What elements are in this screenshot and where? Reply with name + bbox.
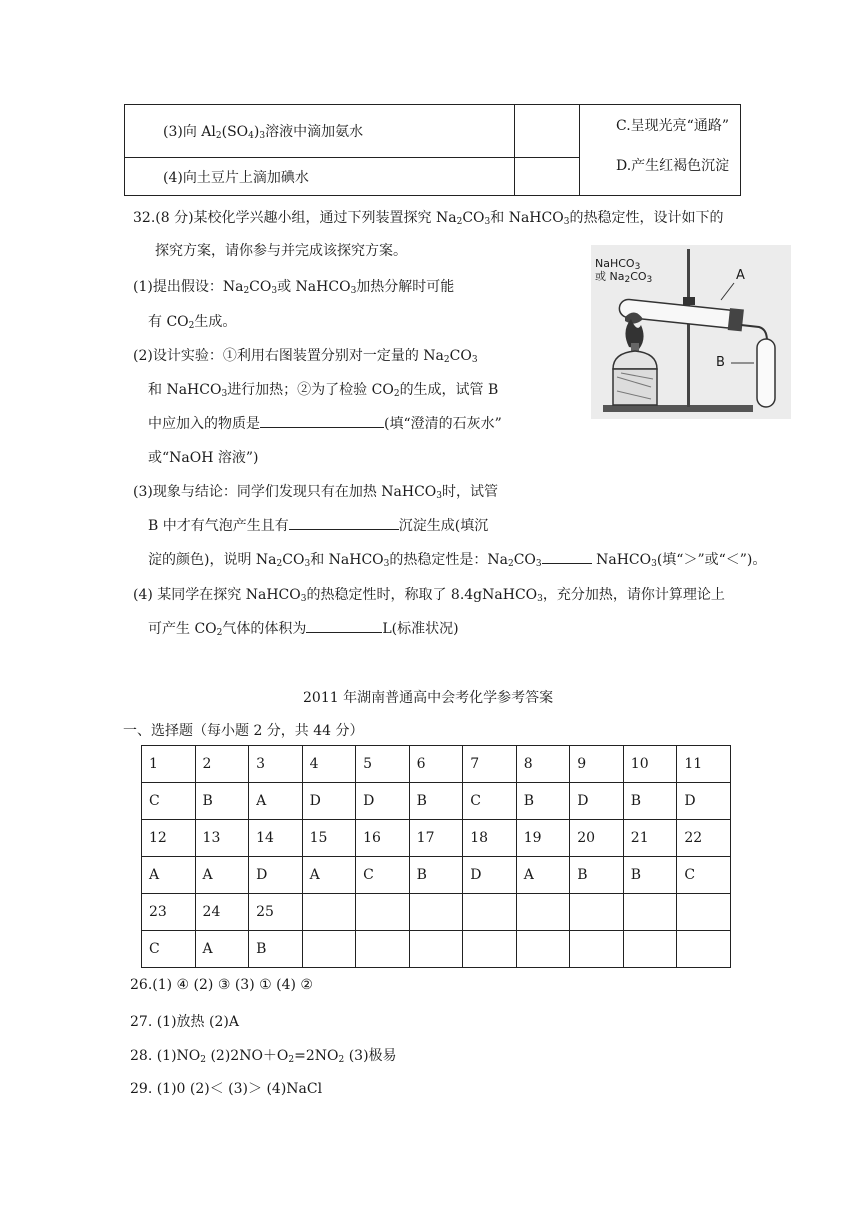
- answer-table-cell: C: [463, 783, 517, 820]
- answer-table-cell: [409, 894, 463, 931]
- answer-table-cell: D: [570, 783, 624, 820]
- answer-table-cell: [623, 931, 677, 968]
- answer-table-cell: D: [677, 783, 731, 820]
- label-a-line: [721, 283, 734, 300]
- answer-table-cell: [463, 931, 517, 968]
- answer-table-cell: 7: [463, 746, 517, 783]
- answer-table-cell: 18: [463, 820, 517, 857]
- label-b: B: [716, 355, 725, 370]
- answer-table-cell: 24: [195, 894, 249, 931]
- answer-table-cell: A: [142, 857, 196, 894]
- answer-table-cell: [516, 894, 570, 931]
- answer-blank-b[interactable]: [260, 416, 384, 428]
- answer-table-cell: B: [516, 783, 570, 820]
- answer-table-cell: B: [570, 857, 624, 894]
- q32-part3-line2: B 中才有气泡产生且有 沉淀生成(填沉: [148, 518, 489, 534]
- answer-table-cell: 23: [142, 894, 196, 931]
- answer-table-cell: [302, 931, 356, 968]
- answer-table-cell: 12: [142, 820, 196, 857]
- q32-part1-line1: (1)提出假设：$Na_2CO_3$或 NaHCO$_3$加热分解时可能: [133, 279, 455, 296]
- answer-table-cell: 4: [302, 746, 356, 783]
- answer-27: 27. (1)放热 (2)A: [130, 1014, 239, 1030]
- answer-table-cell: 3: [249, 746, 303, 783]
- answer-blank-volume[interactable]: [306, 621, 382, 633]
- option-d: D.产生红褐色沉淀: [616, 158, 730, 174]
- answer-table-cell: 10: [623, 746, 677, 783]
- answer-table-cell: B: [409, 783, 463, 820]
- row-3-answer-cell: [515, 105, 580, 158]
- q32-part2-line2: 和 NaHCO$_3$进行加热；②为了检验 $CO_2$的生成，试管 B: [148, 382, 499, 399]
- answer-table-cell: [356, 931, 410, 968]
- label-a: A: [736, 268, 745, 283]
- q32-part1-line2: 有 $CO_2$生成。: [148, 314, 237, 331]
- answer-table-cell: 5: [356, 746, 410, 783]
- answer-table-cell: C: [356, 857, 410, 894]
- label-nahco3: NaHCO$_3$ 或 $Na_2CO_3$: [595, 257, 653, 285]
- answer-table-cell: A: [516, 857, 570, 894]
- answer-table: [141, 745, 731, 968]
- row-4-answer-cell: [515, 158, 580, 196]
- answer-table-cell: C: [142, 931, 196, 968]
- answers-title: 2011 年湖南普通高中会考化学参考答案: [303, 690, 554, 706]
- answer-26: 26.(1) ④ (2) ③ (3) ① (4) ②: [130, 977, 313, 993]
- answer-29: 29. (1)0 (2)＜ (3)＞ (4)NaCl: [130, 1081, 323, 1097]
- answer-table-cell: 13: [195, 820, 249, 857]
- answer-table-row: [142, 894, 731, 931]
- answer-table-cell: [677, 894, 731, 931]
- q32-part2-line4: 或“NaOH 溶液”): [148, 450, 259, 466]
- answer-table-cell: 6: [409, 746, 463, 783]
- answer-table-cell: 11: [677, 746, 731, 783]
- answer-blank-precipitate[interactable]: [289, 518, 399, 530]
- options-cell: [580, 105, 741, 196]
- q32-line2: 探究方案，请你参与并完成该探究方案。: [155, 243, 407, 259]
- answer-table-cell: C: [677, 857, 731, 894]
- test-tube-b: [757, 339, 775, 407]
- answer-table-cell: 25: [249, 894, 303, 931]
- answer-table-cell: [356, 894, 410, 931]
- answer-table-cell: 2: [195, 746, 249, 783]
- answer-table-cell: 17: [409, 820, 463, 857]
- answer-table-cell: 19: [516, 820, 570, 857]
- q32-part2-line1: (2)设计实验：①利用右图装置分别对一定量的 $Na_2CO_3$: [133, 348, 478, 365]
- q32-line1: 32.(8 分)某校化学兴趣小组，通过下列装置探究 $Na_2CO_3$和 NaHCO$_3$的热稳定性，设计如下的: [133, 210, 724, 227]
- answer-table-cell: A: [195, 931, 249, 968]
- answer-table-row: [142, 931, 731, 968]
- answer-table-row: [142, 857, 731, 894]
- answer-table-cell: D: [463, 857, 517, 894]
- answer-table-cell: [463, 894, 517, 931]
- answer-table-cell: D: [249, 857, 303, 894]
- answer-table-cell: A: [249, 783, 303, 820]
- q32-part3-line3: 淀的颜色)，说明 $Na_2CO_3$和 NaHCO$_3$的热稳定性是：$Na_2CO_3$ NaHCO$_3$(填“＞”或“＜”)。: [148, 552, 767, 569]
- answer-table-cell: [516, 931, 570, 968]
- q32-part3-line1: (3)现象与结论：同学们发现只有在加热 NaHCO$_3$时，试管: [133, 484, 499, 501]
- row-4-cell: (4)向土豆片上滴加碘水: [125, 158, 515, 196]
- answer-table-cell: 9: [570, 746, 624, 783]
- answer-table-cell: 8: [516, 746, 570, 783]
- option-c: C.呈现光亮“通路”: [616, 118, 729, 134]
- q32-part4-line1: (4) 某同学在探究 NaHCO$_3$的热稳定性时，称取了 8.4gNaHCO$_3$，充分加热，请你计算理论上: [133, 587, 725, 604]
- answer-table-cell: [623, 894, 677, 931]
- answer-table-cell: [302, 894, 356, 931]
- answer-table-cell: D: [302, 783, 356, 820]
- answer-table-cell: B: [623, 783, 677, 820]
- options-table: [124, 104, 741, 196]
- answer-table-cell: 15: [302, 820, 356, 857]
- clamp: [683, 297, 695, 305]
- stand-base: [603, 405, 753, 412]
- answer-table-cell: 1: [142, 746, 196, 783]
- lamp-top: [613, 351, 657, 369]
- q32-part2-line3: 中应加入的物质是 (填“澄清的石灰水”: [148, 416, 502, 432]
- answer-table-cell: B: [623, 857, 677, 894]
- answer-blank-compare[interactable]: [542, 552, 592, 564]
- answer-28: 28. $(1)NO_2$ $(2)2NO+O_2=2NO_2$ (3)极易: [130, 1048, 397, 1065]
- apparatus-figure: [591, 245, 791, 419]
- answer-table-cell: 16: [356, 820, 410, 857]
- q32-part4-line2: 可产生 $CO_2$气体的体积为 L(标准状况): [148, 621, 459, 638]
- answer-table-cell: [409, 931, 463, 968]
- answer-table-cell: B: [409, 857, 463, 894]
- answer-table-cell: [677, 931, 731, 968]
- row-3-cell: (3)向 $Al_2(SO_4)_3$溶液中滴加氨水: [125, 105, 515, 158]
- answer-table-cell: [570, 931, 624, 968]
- answer-table-cell: 21: [623, 820, 677, 857]
- answer-table-cell: B: [195, 783, 249, 820]
- answer-table-cell: A: [302, 857, 356, 894]
- section-1-heading: 一、选择题（每小题 2 分，共 44 分）: [123, 723, 364, 739]
- answer-table-cell: 22: [677, 820, 731, 857]
- answer-table-cell: C: [142, 783, 196, 820]
- answer-table-cell: B: [249, 931, 303, 968]
- answer-table-row: [142, 783, 731, 820]
- answer-table-cell: 14: [249, 820, 303, 857]
- answer-table-cell: [570, 894, 624, 931]
- stand-rod: [687, 249, 690, 407]
- answer-table-row: [142, 820, 731, 857]
- answer-table-cell: 20: [570, 820, 624, 857]
- answer-table-cell: D: [356, 783, 410, 820]
- answer-table-cell: A: [195, 857, 249, 894]
- answer-table-row: [142, 746, 731, 783]
